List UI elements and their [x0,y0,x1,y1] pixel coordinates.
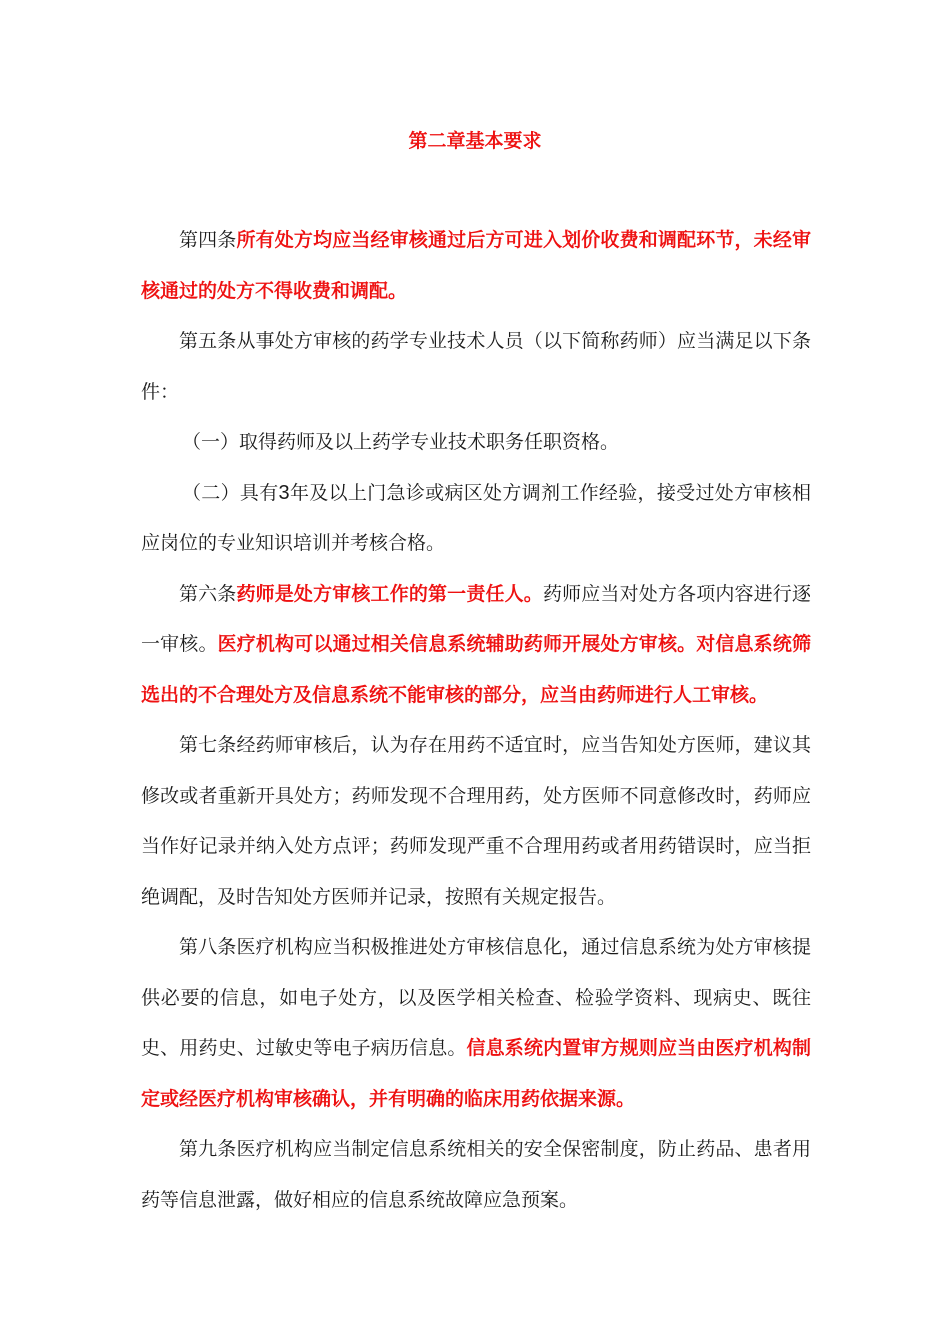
article-8-emphasis: 信息系统内置审方规则应当由医疗机构制定或经医疗机构审核确认，并有明确的临床用药依据来源。 [141,1037,811,1110]
article-6-label: 第六条 [179,582,237,605]
article-9: 第九条医疗机构应当制定信息系统相关的安全保密制度，防止药品、患者用药等信息泄露，做好相应的信息系统故障应急预案。 [141,1138,811,1211]
article-6-emphasis-2: 医疗机构可以通过相关信息系统辅助药师开展处方审核。对信息系统筛选出的不合理处方及信息系统不能审核的部分，应当由药师进行人工审核。 [141,633,811,706]
article-5-item-2-number: 3 [278,481,290,504]
article-6-plain: 药师应当对处方各项内容进行逐一审核。 [141,582,811,655]
article-8 [141,922,811,1124]
article-4-emphasis: 所有处方均应当经审核通过后方可进入划价收费和调配环节，未经审核通过的处方不得收费和调配。 [141,229,811,302]
article-5-item-2-before: （二）具有 [182,481,279,504]
article-6-emphasis-1: 药师是处方审核工作的第一责任人。 [236,582,543,605]
chapter-title: 第二章基本要求 [408,130,542,152]
article-8-plain: 第八条医疗机构应当积极推进处方审核信息化，通过信息系统为处方审核提供必要的信息，如电子处方，以及医学相关检查、检验学资料、现病史、既往史、用药史、过敏史等电子病历信息。 [141,936,811,1059]
article-4 [141,215,811,316]
article-5-item-1: （一）取得药师及以上药学专业技术职务任职资格。 [182,431,620,453]
article-7: 第七条经药师审核后，认为存在用药不适宜时，应当告知处方医师，建议其修改或者重新开具处方；药师发现不合理用药，处方医师不同意修改时，药师应当作好记录并纳入处方点评；药师发现严重不合理用药或者用药错误时，应当拒绝调配，及时告知处方医师并记录，按照有关规定报告。 [141,734,811,908]
document-body [141,215,811,1225]
article-5-item-2-after: 年及以上门急诊或病区处方调剂工作经验，接受过处方审核相应岗位的专业知识培训并考核合格。 [141,481,811,554]
article-5-item-2 [141,468,811,569]
article-6 [141,569,811,721]
article-4-label: 第四条 [179,229,237,251]
article-5: 第五条从事处方审核的药学专业技术人员（以下简称药师）应当满足以下条件： [141,330,811,403]
